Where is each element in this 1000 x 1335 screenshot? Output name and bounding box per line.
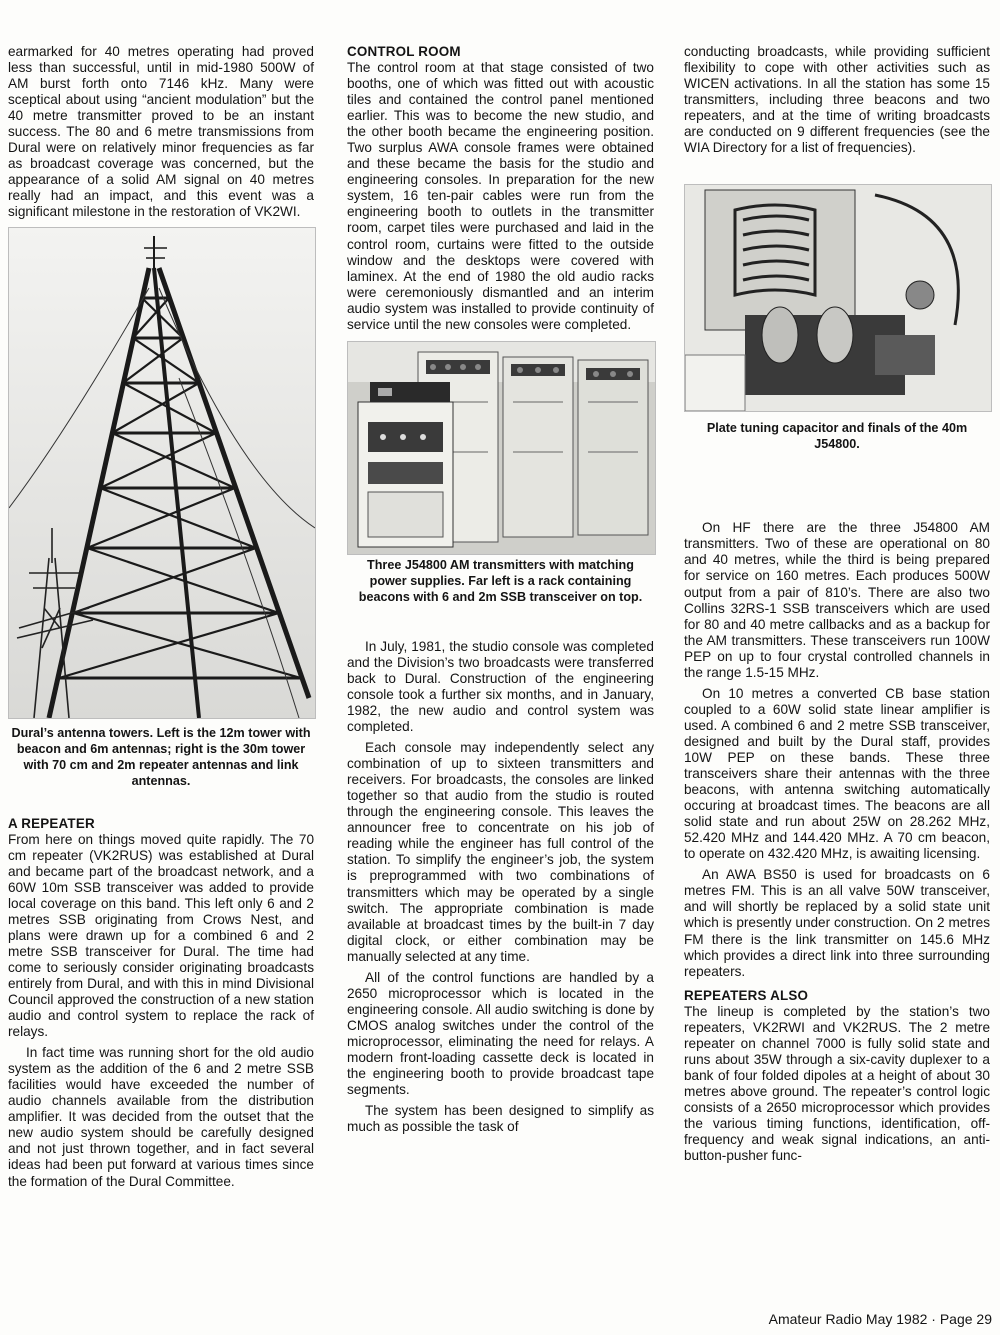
antenna-towers-photo: [8, 227, 316, 719]
microprocessor-paragraph: All of the control functions are handled by a 2650 microprocessor which is located in the engineering console. All audio switching is done by CMOS analog switches under the control of the microprocessor, eliminating the need for relays. A modern front-loading cassette deck is located in the engineering booth to provide broadcast tape segments.: [347, 969, 654, 1098]
ten-metre-paragraph: On 10 metres a converted CB base station coupled to a 60W solid state linear amplifier is used. A combined 6 and 2 metre SSB transceiver, designed and built by the Dural staff, provides 10W PEP on these bands. These three transceivers share their antennas with the three beacons, with antenna switching automatically occuring at broadcast times. The beacons are all solid state and run about 25W on 28.262 MHz, 52.420 MHz and 144.420 MHz. A 70 cm beacon, to operate on 432.420 MHz, is awaiting licensing.: [684, 685, 990, 862]
plate-tuning-caption: Plate tuning capacitor and finals of the 40m J54800.: [706, 421, 968, 452]
plate-tuning-photo: [684, 184, 992, 412]
six-metre-fm-paragraph: An AWA BS50 is used for broadcasts on 6 metres FM. This is an all valve 50W transceiver, and will shortly be replaced by a solid state unit which is presently under construction. On 2 metres FM there is the link transmitter on 145.6 MHz which provides a direct link into three surrounding repeaters.: [684, 867, 990, 979]
rack-cabinets-illustration: [348, 342, 655, 554]
tower-lattice-illustration: [9, 228, 315, 718]
repeater-paragraph-2: In fact time was running short for the old audio system as the addition of the 6 and 2 metre SSB facilities would have exceeded the number of audio channels available from the distribution amplifier. It was decided from the outset that the new audio system should be carefully designed and not just thrown together, and in fact several ideas had been put forward at various times since the formation of the Dural Committee.: [8, 1045, 314, 1189]
system-design-paragraph: The system has been designed to simplify as much as possible the task of: [347, 1103, 654, 1135]
repeaters-also-heading: REPEATERS ALSO: [684, 987, 809, 1003]
transmitter-racks-caption: Three J54800 AM transmitters with matching power supplies. Far left is a rack containing beacons with 6 and 2m SSB transceiver on top.: [358, 557, 643, 604]
control-room-heading: CONTROL ROOM: [347, 44, 461, 59]
repeaters-paragraph: The lineup is completed by the station’s two repeaters, VK2RWI and VK2RUS. The 2 metre repeater on channel 7000 is fully solid state and runs about 35W through a six-cavity duplexer to a bank of four folded dipoles at a height of about 30 metres above ground. The repeater’s control logic consists of a 2650 microprocessor which provides the various timing functions, identification, off-frequency and weak signal indications, an anti-button-pusher func-: [684, 1003, 990, 1164]
control-room-paragraph: The control room at that stage consisted of two booths, one of which was fitted out with acoustic tiles and contained the control panel mentioned earlier. This was to become the new studio, and the other booth became the engineering position. Two surplus AWA console frames were obtained and these became the basis for the studio and engineering consoles. In preparation for the new system, 16 ten-pair cables were run from the engineering booth to outlets in the transmitter room, carpet tiles were purchased and laid in the control room, curtains were fitted to the outside window and the desktops were covered with laminex. At the end of 1980 the old audio racks were ceremoniously dismantled and an interim audio system was installed to provide continuity of service until the new consoles were completed.: [347, 60, 654, 332]
repeater-heading: A REPEATER: [8, 815, 95, 831]
col1-intro-paragraph: earmarked for 40 metres operating had proved less than successful, until in mid-1980 500W of AM burst forth onto 7146 kHz. Many were sceptical about using “ancient modulation” but the 40 metre transmitter proved to be an instant success. The 80 and 6 metre transmissions from Dural were on relatively minor frequencies as far as broadcast coverage was concerned, but the appearance of a solid AM signal on 40 metres really had an impact, and this event was a significant milestone in the restoration of VK2WI.: [8, 44, 314, 220]
transmitter-racks-photo: [347, 341, 656, 555]
page-footer: Amateur Radio May 1982 · Page 29: [768, 1311, 992, 1327]
hf-transmitters-paragraph: On HF there are the three J54800 AM transmitters. Two of these are operational on 80 and 40 metres, while the third is being prepared for service on 160 metres. Each produces 500W output from a pair of 810’s. There are also two Collins 32RS-1 SSB transceivers which are used for 80 and 40 metre callbacks and as a backup for the AM transmitters. These transceivers run 100W PEP on up to four crystal controlled channels in the range 1.5-15 MHz.: [684, 520, 990, 680]
column-2: [347, 44, 654, 1135]
column-1: [8, 44, 314, 1190]
repeater-paragraph-1: From here on things moved quite rapidly. The 70 cm repeater (VK2RUS) was established at Dural and became part of the broadcast network, and a 60W 10m SSB transceiver was added to provide local coverage on this band. This left only 6 and 2 metres SSB originating from Crows Nest, and plans were drawn up for a combined 6 and 2 metre SSB transceiver for Dural. The time had come to seriously consider originating broadcasts entirely from Dural, and with this in mind Divisional Council approved the construction of a new station audio and control system to replace the rack of relays.: [8, 831, 314, 1040]
studio-console-paragraph: In July, 1981, the studio console was completed and the Division’s two broadcasts were transferred back to Dural. Construction of the engineering console took a further six months, and in January, 1982, the new audio and control system was completed.: [347, 638, 654, 735]
capacitor-valves-illustration: [685, 185, 991, 411]
tower-photo-caption: Dural’s antenna towers. Left is the 12m tower with beacon and 6m antennas; right is the 30m tower with 70 cm and 2m repeater antennas and link antennas.: [11, 725, 311, 788]
col3-intro-paragraph: conducting broadcasts, while providing sufficient flexibility to cope with other activities such as WICEN activations. In all the station has some 15 transmitters, including three beacons and two repeaters, and at the time of writing broadcasts are conducted on 9 different frequencies (see the WIA Directory for a list of frequencies).: [684, 44, 990, 156]
console-combination-paragraph: Each console may independently select any combination of up to sixteen transmitters and receivers. For broadcasts, the consoles are linked together so that audio from the studio is routed through the engineering console. This leaves the announcer free to concentrate on his job of reading while the engineer has full control of the station. To simplify the engineer’s job, the system is preprogrammed with two combinations of transmitters which may be operated by a single switch. The appropriate combination is made available at broadcast times by the built-in 7 day digital clock, or either combination may be manually selected at any time.: [347, 740, 654, 964]
column-3: [684, 44, 990, 1164]
